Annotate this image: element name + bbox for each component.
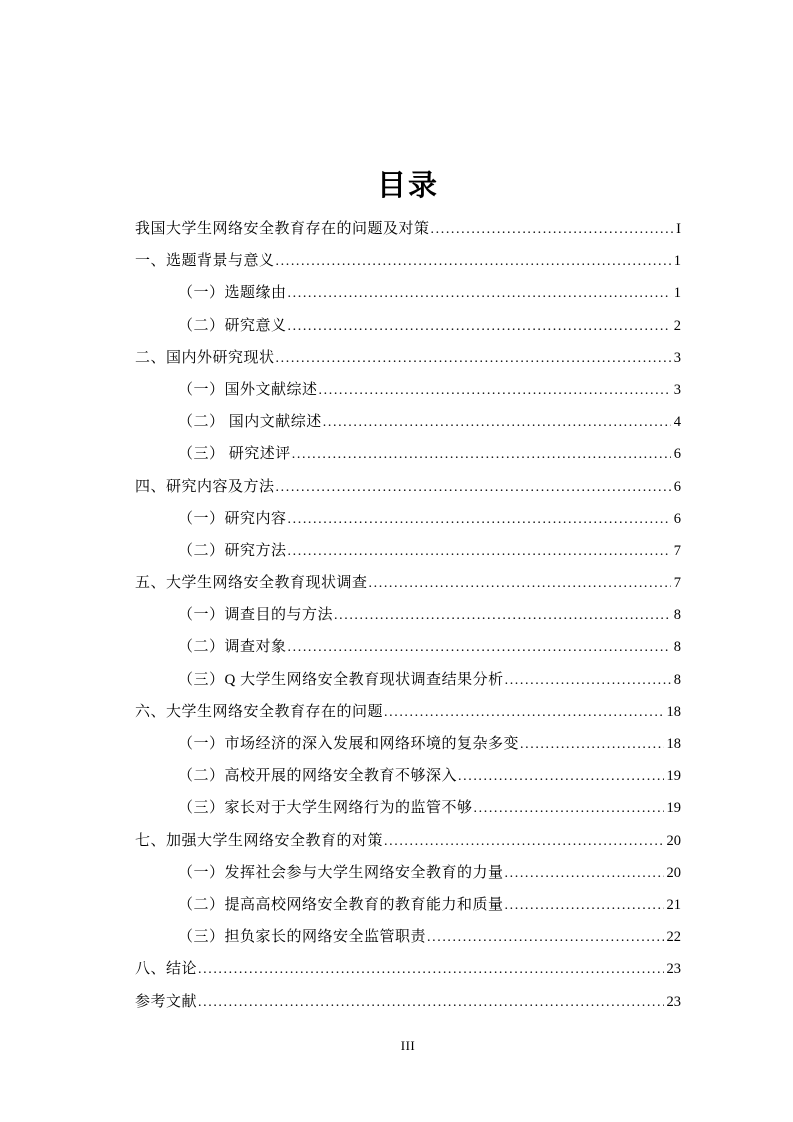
toc-entry-label: 四、研究内容及方法 (135, 478, 275, 495)
toc-dot-leader (505, 889, 664, 921)
toc-entry-page: 1 (673, 253, 681, 270)
toc-entry-page: 22 (666, 929, 681, 946)
toc-entry (135, 921, 681, 953)
toc-content (135, 0, 681, 1018)
toc-entry-page: 7 (673, 575, 681, 592)
toc-entry (135, 567, 681, 599)
toc-dot-leader (384, 696, 663, 728)
toc-dot-leader (427, 921, 663, 953)
toc-entry (135, 310, 681, 342)
footer-page-number: III (400, 1038, 416, 1053)
toc-entry-page: 2 (673, 317, 681, 334)
toc-entry-page: 4 (673, 414, 681, 431)
toc-entry (135, 374, 681, 406)
toc-entry-page: 18 (666, 736, 681, 752)
toc-entry-label: 我国大学生网络安全教育存在的问题及对策 (135, 221, 430, 237)
toc-entry-page: 6 (673, 446, 681, 463)
toc-dot-leader (198, 953, 663, 985)
toc-entry-label: （一）国外文献综述 (178, 381, 318, 398)
toc-entry-label: （二）提高高校网络安全教育的教育能力和质量 (178, 896, 504, 913)
toc-entry-label: （一）研究内容 (178, 510, 287, 527)
toc-dot-leader (276, 245, 671, 277)
toc-entry (135, 277, 681, 309)
toc-entry (135, 406, 681, 438)
toc-dot-leader (288, 503, 671, 535)
toc-dot-leader (276, 342, 671, 374)
toc-entry-label: 七、加强大学生网络安全教育的对策 (135, 832, 384, 849)
toc-entry-page: 19 (666, 768, 681, 785)
toc-entry-page: 6 (673, 478, 681, 495)
toc-dot-leader (288, 310, 671, 342)
toc-dot-leader (505, 664, 671, 696)
toc-entry-page: 6 (673, 510, 681, 527)
toc-entry (135, 760, 681, 792)
toc-entry-page: 3 (673, 349, 681, 366)
toc-dot-leader (384, 825, 663, 857)
toc-entry (135, 664, 681, 696)
toc-entry (135, 342, 681, 374)
toc-entry-page: 1 (673, 285, 681, 302)
toc-entry-label: （二） 国内文献综述 (178, 414, 322, 431)
toc-entry (135, 438, 681, 470)
toc-entry (135, 889, 681, 921)
toc-dot-leader (292, 438, 671, 470)
toc-entry-label: （二）调查对象 (178, 639, 287, 656)
toc-entry (135, 986, 681, 1018)
toc-entry (135, 728, 681, 760)
toc-dot-leader (319, 374, 671, 406)
toc-entry-label: （三）Q 大学生网络安全教育现状调查结果分析 (178, 671, 504, 688)
toc-entry-label: （三）家长对于大学生网络行为的监管不够 (178, 800, 473, 817)
toc-entry-page: 18 (666, 703, 681, 720)
toc-entry-label: （三）担负家长的网络安全监管职责 (178, 929, 427, 946)
toc-entry (135, 696, 681, 728)
toc-dot-leader (458, 760, 663, 792)
toc-entry (135, 599, 681, 631)
toc-entry-label: 二、国内外研究现状 (135, 349, 275, 366)
toc-entry-label: （二）研究意义 (178, 317, 287, 334)
toc-entry-label: 一、选题背景与意义 (135, 253, 275, 270)
toc-entry (135, 953, 681, 985)
toc-entry-page: 20 (666, 864, 681, 881)
toc-entry-page: 8 (673, 607, 681, 624)
toc-entry-label: 五、大学生网络安全教育现状调查 (135, 575, 368, 592)
toc-entry (135, 535, 681, 567)
toc-dot-leader (334, 599, 671, 631)
toc-entry-page: 19 (666, 800, 681, 817)
toc-entry-label: （二）研究方法 (178, 542, 287, 559)
toc-dot-leader (474, 792, 664, 824)
toc-dot-leader (288, 631, 671, 663)
toc-entry-page: 7 (673, 542, 681, 559)
toc-entry-label: （三） 研究述评 (178, 446, 291, 463)
toc-entry-label: （一）选题缘由 (178, 285, 287, 302)
toc-entry-page: 23 (666, 993, 681, 1010)
toc-dot-leader (369, 567, 671, 599)
toc-entry (135, 503, 681, 535)
toc-entry-label: 六、大学生网络安全教育存在的问题 (135, 703, 384, 720)
toc-dot-leader (323, 406, 671, 438)
toc-title: 目录 (376, 170, 439, 202)
toc-entry-label: 参考文献 (135, 993, 198, 1010)
toc-entry (135, 471, 681, 503)
toc-entry-page: 20 (666, 832, 681, 849)
toc-dot-leader (288, 535, 671, 567)
toc-entry-page: 8 (673, 639, 681, 656)
toc-entry-page: I (676, 221, 681, 237)
toc-dot-leader (276, 471, 671, 503)
toc-entry-label: （一）发挥社会参与大学生网络安全教育的力量 (178, 864, 504, 881)
toc-entry-label: （二）高校开展的网络安全教育不够深入 (178, 768, 458, 785)
toc-dot-leader (431, 213, 674, 245)
toc-entry-page: 21 (666, 896, 681, 913)
toc-entry (135, 857, 681, 889)
toc-dot-leader (505, 857, 664, 889)
toc-entry (135, 792, 681, 824)
toc-dot-leader (198, 986, 663, 1018)
toc-entry (135, 631, 681, 663)
toc-entry-label: 八、结论 (135, 961, 198, 978)
toc-entry-page: 8 (673, 671, 681, 688)
toc-list (135, 213, 681, 1018)
toc-entry (135, 213, 681, 245)
toc-dot-leader (288, 277, 671, 309)
toc-entry-label: （一）市场经济的深入发展和网络环境的复杂多变 (178, 736, 520, 752)
toc-entry-page: 3 (673, 381, 681, 398)
toc-entry-page: 23 (666, 961, 681, 978)
toc-entry-label: （一）调查目的与方法 (178, 607, 334, 624)
toc-entry (135, 245, 681, 277)
toc-entry (135, 825, 681, 857)
toc-dot-leader (520, 728, 663, 760)
